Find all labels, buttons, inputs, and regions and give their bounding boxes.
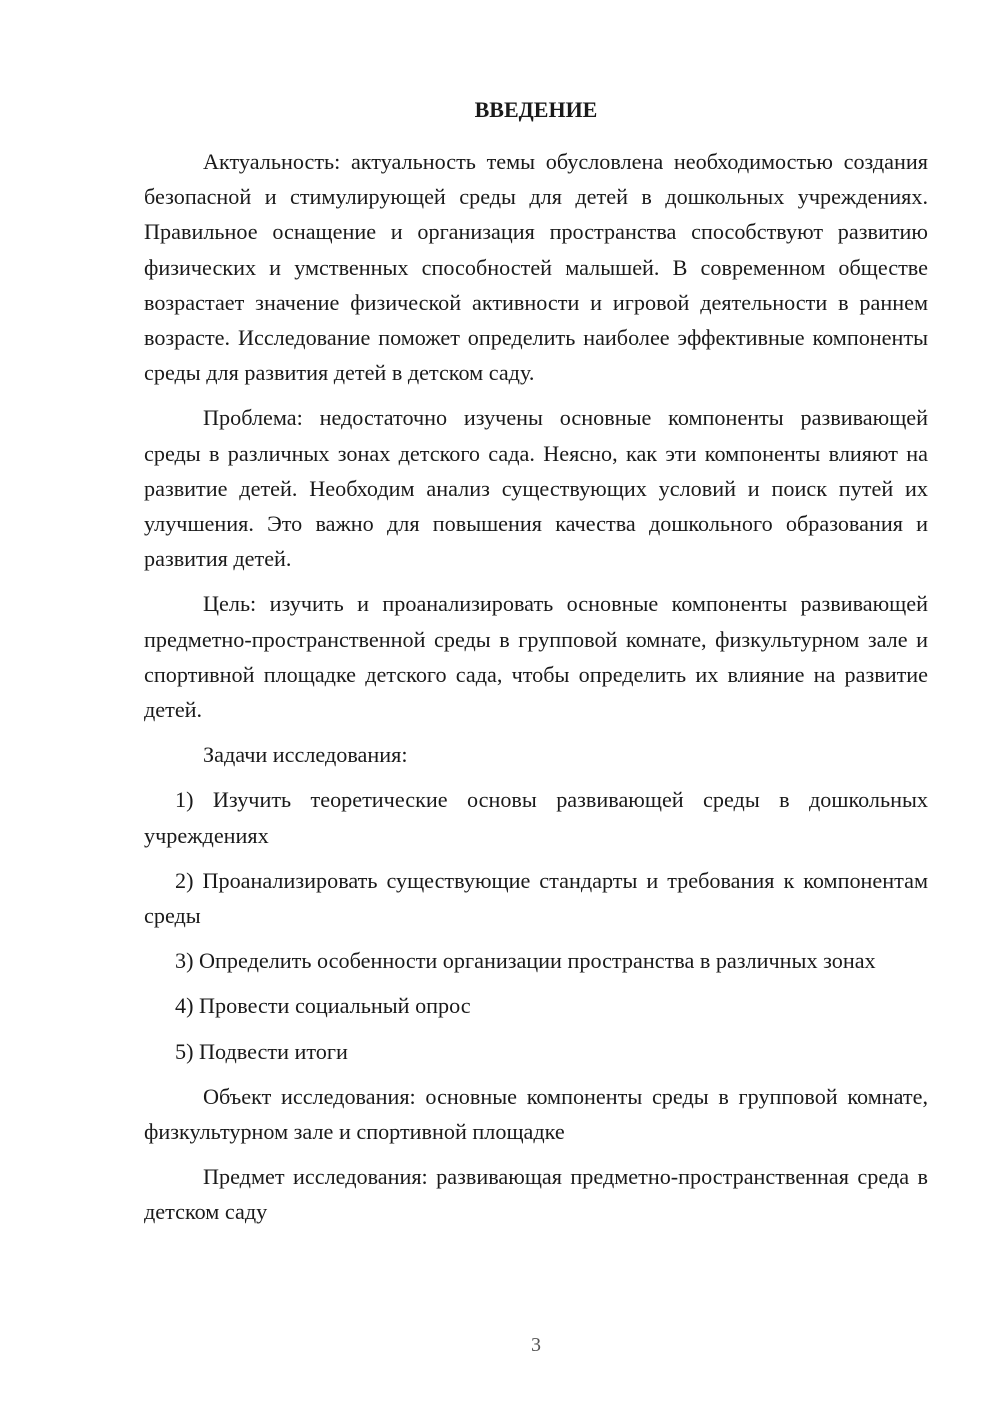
page-number: 3 [531, 1334, 541, 1356]
paragraph-tasks-intro: Задачи исследования: [203, 742, 408, 768]
paragraph-subject: Предмет исследования: развивающая предметно-пространственная среда в детском саду [144, 1164, 928, 1225]
task-item-1: 1) Изучить теоретические основы развивающей среды в дошкольных учреждениях [144, 787, 928, 848]
section-heading: ВВЕДЕНИЕ [474, 97, 598, 122]
paragraph-problem: Проблема: недостаточно изучены основные компоненты развивающей среды в различных зонах детского сада. Неясно, как эти компоненты влияют на развитие детей. Необходим анализ существующих условий и поиск путей их улучшения. Это важно для повышения качества дошкольного образования и развития детей. [144, 405, 928, 572]
paragraph-object: Объект исследования: основные компоненты среды в групповой комнате, физкультурном зале и спортивной площадке [144, 1083, 928, 1145]
paragraph-goal: Цель: изучить и проанализировать основные компоненты развивающей предметно-пространственной среды в групповой комнате, физкультурном зале и спортивной площадке детского сада, чтобы определить их влияние на развитие детей. [144, 591, 928, 723]
task-item-2: 2) Проанализировать существующие стандарты и требования к компонентам среды [144, 867, 928, 929]
paragraph-relevance: Актуальность: актуальность темы обусловлена необходимостью создания безопасной и стимулирующей среды для детей в дошкольных учреждениях. Правильное оснащение и организация пространства способствуют развитию физических и умственных способностей малышей. В современном обществе возрастает значение физической активности и игровой деятельности в раннем возрасте. Исследование поможет определить наиболее эффективные компоненты среды для развития детей в детском саду. [144, 149, 928, 386]
task-item-4: 4) Провести социальный опрос [175, 993, 471, 1019]
page-content [144, 94, 928, 1230]
task-item-3: 3) Определить особенности организации пространства в различных зонах [175, 948, 876, 974]
task-item-5: 5) Подвести итоги [175, 1038, 348, 1064]
